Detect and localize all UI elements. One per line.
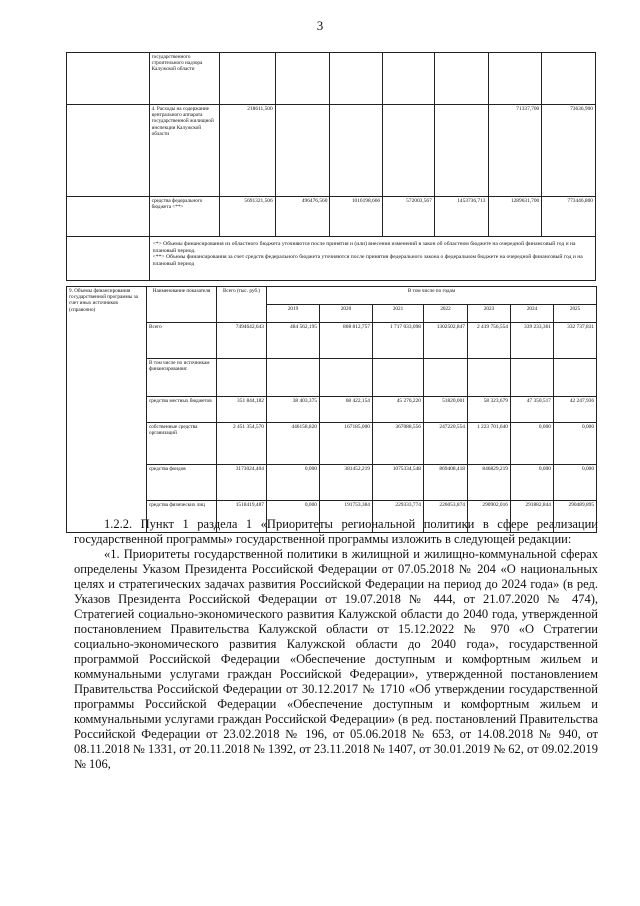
row-label: 4. Расходы на содержание центрального аппарата государственной жилищной инспекции Калужской области [149, 105, 219, 197]
section-label: 9. Объемы финансирования государственной программы за счет иных источников (справочно) [67, 287, 147, 533]
row-label: Всего [147, 323, 217, 359]
page-number: 3 [316, 18, 324, 33]
notes-row [67, 237, 596, 281]
year-cell: 2023 [468, 305, 511, 323]
row-label: В том числе по источникам финансирования: [147, 359, 217, 397]
header-row [67, 287, 597, 305]
year-cell: 2025 [554, 305, 597, 323]
col-header-name: Наименование показателя [147, 287, 217, 323]
table-row: средства фондов 3173024,404 0,000 381452,219 1075334,548 869408,418 846829,219 0,000 0,000 [67, 465, 597, 501]
table-notes [149, 237, 595, 281]
table-row [67, 53, 596, 105]
year-cell: 2019 [267, 305, 320, 323]
paragraph-priorities: «1. Приоритеты государственной политики в жилищной и жилищно-коммунальной сферах определены Указом Президента Российской Федерации от 07.05.2018 № 204 «О национальных целях и стратегических задачах развития Российской Федерации на период до 2024 года» (в ред. Указов Президента Российской Федерации от 19.07.2018 № 444, от 21.07.2020 № 474), Стратегией социально-экономического развития Калужской области до 2040 года, утвержденной постановлением Правительства Калужской области от 15.12.2022 № 970 «О Стратегии социально-экономического развития Калужской области до 2040 года», государственной программой Российской Федерации «Обеспечение доступным и комфортным жильем и коммунальными услугами граждан Российской Федерации», утвержденной постановлением Правительства Российской Федерации от 30.12.2017 № 1710 «Об утверждении государственной программы Российской Федерации «Обеспечение доступным и комфортным жильем и коммунальными услугами граждан Российской Федерации» (в ред. постановлений Правительства Российской Федерации от 23.02.2018 № 196, от 05.06.2018 № 653, от 14.08.2018 № 940, от 08.11.2018 № 1331, от 20.11.2018 № 1392, от 23.11.2018 № 1407, от 30.01.2019 № 62, от 09.02.2019 № 106, [74, 547, 598, 771]
financing-table-other-sources [66, 286, 597, 533]
col-header-by-years: В том числе по годам [267, 287, 597, 305]
row-label: средства фондов [147, 465, 217, 501]
note-federal: <**> Объемы финансирования за счет средств федерального бюджета уточняются после принятия федерального закона о федеральном бюджете на очередной финансовый год и на плановый период [152, 254, 583, 268]
row-label: средства физических лиц [147, 501, 217, 533]
table-row: средства местных бюджетов 351 844,182 38 403,375 68 422,154 45 276,220 51820,001 58 323,679 47 350,517 42 247,936 [67, 397, 597, 423]
year-cell: 2024 [511, 305, 554, 323]
note-regional: <*> Объемы финансирования из областного бюджета уточняются после принятия и (или) внесения изменений в закон об областном бюджете на очередной финансовый год и на плановый период. [152, 241, 576, 254]
col-header-total: Всего (тыс. руб.) [217, 287, 267, 323]
table-row: собственные средства организаций 2 451 354,570 446158,820 167185,000 367088,556 247220,554 1 223 701,640 0,000 0,000 [67, 423, 597, 465]
paragraph-1-2-2: 1.2.2. Пункт 1 раздела 1 «Приоритеты региональной политики в сфере реализации государственной программы» государственной программы изложить в следующей редакции: [74, 517, 598, 546]
row-label: средства местных бюджетов [147, 397, 217, 423]
table-row: 4. Расходы на содержание центрального аппарата государственной жилищной инспекции Калужской области 218611,500 71337,700 73636,900 [67, 105, 596, 197]
table-row [67, 359, 597, 397]
year-cell: 2022 [424, 305, 468, 323]
table-row: Всего 7494642,643 484 562,195 808 812,757 1 717 033,098 1302502,847 2 419 756,554 339 233,361 332 737,831 [67, 323, 597, 359]
row-label: средства федерального бюджета <**> [149, 197, 219, 237]
financing-table-top [66, 52, 596, 281]
row-label: государственного строительного надзора Калужской области [149, 53, 219, 105]
year-cell: 2020 [320, 305, 373, 323]
row-label: собственные средства организаций [147, 423, 217, 465]
year-cell: 2021 [373, 305, 424, 323]
table-row: средства федерального бюджета <**> 5691321,506 496476,560 1016198,666 572003,567 1453736,713 1289631,700 773446,800 [67, 197, 596, 237]
body-text [74, 517, 598, 772]
table-row: средства физических лиц 1518419,487 0,000 191753,384 229333,774 226053,874 290902,016 291882,844 290489,895 [67, 501, 597, 533]
